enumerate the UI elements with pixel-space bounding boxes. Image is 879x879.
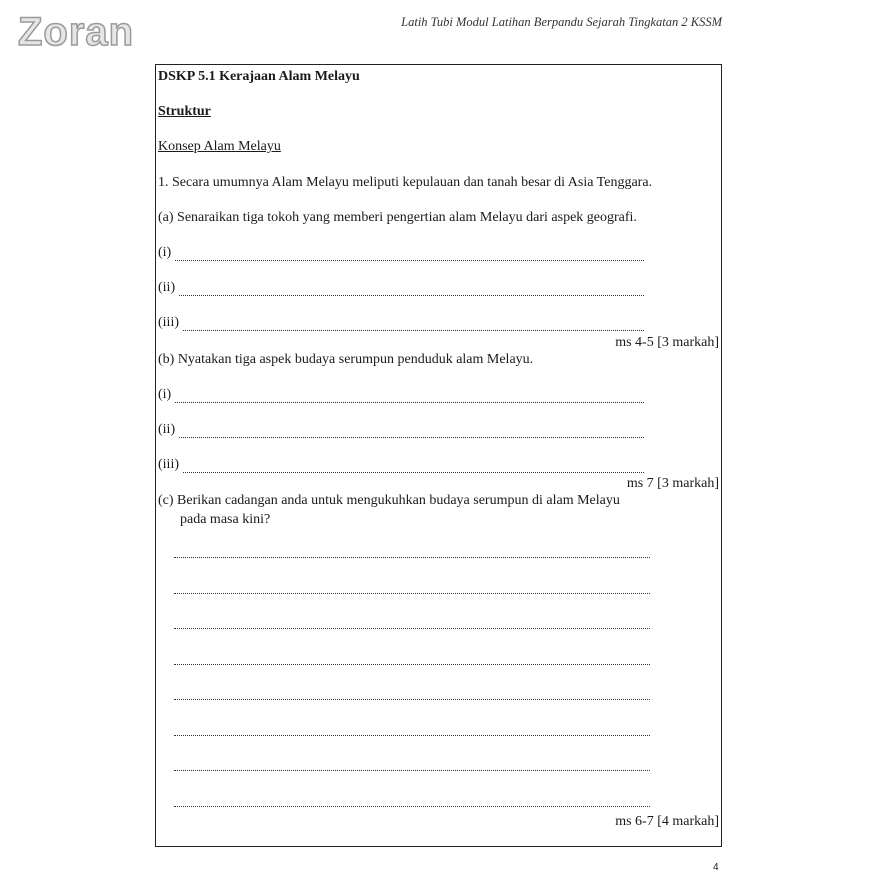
part-b-question: (b) Nyatakan tiga aspek budaya serumpun penduduk alam Melayu. [158,352,534,367]
part-a-question: (a) Senaraikan tiga tokoh yang memberi pengertian alam Melayu dari aspek geografi. [158,210,637,225]
part-a-marks: ms 4-5 [3 markah] [615,335,719,350]
part-b-item-1 [158,387,644,403]
answer-line [174,805,650,807]
item-label: (ii) [158,280,176,295]
part-a-item-1 [158,245,644,261]
answer-line [174,769,650,771]
answer-line [179,283,644,296]
part-c-question-cont: pada masa kini? [180,512,271,527]
struktur-heading: Struktur [158,104,211,119]
answer-line [174,627,650,629]
item-label: (ii) [158,422,176,437]
question-box [155,64,722,847]
part-c-question: (c) Berikan cadangan anda untuk mengukuhkan budaya serumpun di alam Melayu [158,493,620,508]
part-b-marks: ms 7 [3 markah] [626,476,719,491]
question-intro: 1. Secara umumnya Alam Melayu meliputi kepulauan dan tanah besar di Asia Tenggara. [158,175,653,190]
page-number: 4 [713,862,719,873]
item-label: (i) [158,245,172,260]
answer-line [174,663,650,665]
part-b-item-2 [158,422,644,438]
answer-line [183,460,644,473]
answer-line [183,318,644,331]
section-title: DSKP 5.1 Kerajaan Alam Melayu [158,69,360,84]
item-label: (iii) [158,457,179,472]
part-a-item-2 [158,280,644,296]
watermark: Zoran [18,10,135,54]
part-c-marks: ms 6-7 [4 markah] [615,814,719,829]
item-label: (i) [158,387,172,402]
answer-line [174,556,650,558]
answer-line [174,698,650,700]
part-a-item-3 [158,315,644,331]
answer-line [175,390,644,403]
answer-line [174,592,650,594]
answer-line [175,248,644,261]
part-b-item-3 [158,457,644,473]
answer-line [174,734,650,736]
answer-line [179,425,644,438]
concept-heading: Konsep Alam Melayu [158,139,281,154]
page-header: Latih Tubi Modul Latihan Berpandu Sejarah Tingkatan 2 KSSM [401,15,722,29]
item-label: (iii) [158,315,179,330]
